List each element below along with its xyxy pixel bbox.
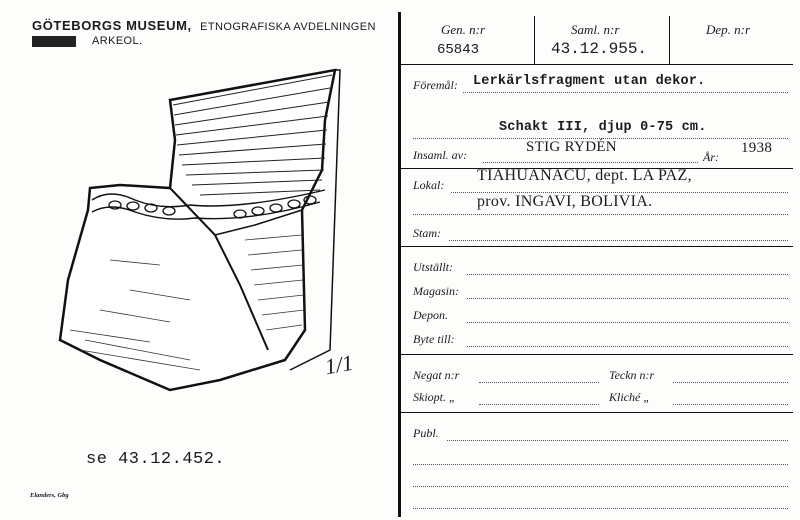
dotted-line <box>483 162 698 163</box>
catalogue-card <box>401 12 793 517</box>
stam-label: Stam: <box>413 226 441 240</box>
lokal-value: TIAHUANACU, dept. LA PAZ, <box>477 167 692 184</box>
year-label: År: <box>703 150 719 164</box>
gen-nr-label: Gen. n:r <box>441 22 486 37</box>
dotted-line <box>413 508 788 509</box>
scale-mark: 1/1 <box>322 349 355 380</box>
dep-nr-label: Dep. n:r <box>706 22 751 37</box>
dotted-line <box>467 274 788 275</box>
dotted-line <box>413 486 788 487</box>
cliche-label: Kliché „ <box>609 390 650 404</box>
pottery-sherd-drawing <box>40 60 370 420</box>
dotted-line <box>479 382 599 383</box>
grid-rule <box>401 64 793 65</box>
foremal-value: Lerkärlsfragment utan dekor. <box>473 74 706 89</box>
dotted-line <box>413 464 788 465</box>
foremal-label: Föremål: <box>413 78 458 92</box>
card-number-grid <box>401 12 793 64</box>
lokal-line2: prov. INGAVI, BOLIVIA. <box>477 193 653 210</box>
publ-label: Publ. <box>413 426 439 440</box>
cross-reference: se 43.12.452. <box>86 450 226 469</box>
section-rule <box>401 246 793 247</box>
section-rule <box>401 354 793 355</box>
museum-header <box>32 17 376 35</box>
depon-label: Depon. <box>413 308 448 322</box>
dotted-line <box>479 404 599 405</box>
byte-label: Byte till: <box>413 332 455 346</box>
dotted-line <box>447 440 788 441</box>
department-name: ETNOGRAFISKA AVDELNINGEN <box>200 21 376 33</box>
dotted-line <box>467 346 788 347</box>
dotted-line <box>673 404 788 405</box>
lokal-label: Lokal: <box>413 178 445 192</box>
saml-nr-label: Saml. n:r <box>571 22 620 37</box>
teckn-label: Teckn n:r <box>609 368 655 382</box>
gen-nr-value: 65843 <box>437 42 480 58</box>
printer-imprint: Elanders, Gbg <box>30 492 69 499</box>
struck-out-text <box>32 36 76 47</box>
magasin-label: Magasin: <box>413 284 459 298</box>
dotted-line <box>467 298 788 299</box>
header-subline <box>32 35 143 47</box>
utstallt-label: Utställt: <box>413 260 454 274</box>
negat-label: Negat n:r <box>413 368 460 382</box>
dotted-line <box>413 214 788 215</box>
year-value: 1938 <box>741 140 773 156</box>
dotted-line <box>463 92 788 93</box>
dotted-line <box>673 382 788 383</box>
insaml-label: Insaml. av: <box>413 148 467 162</box>
foremal-line2: Schakt III, djup 0-75 cm. <box>499 120 707 135</box>
museum-name: GÖTEBORGS MUSEUM, <box>32 18 192 33</box>
saml-nr-value: 43.12.955. <box>551 40 648 58</box>
section-rule <box>401 412 793 413</box>
grid-divider <box>534 16 535 64</box>
dotted-line <box>449 240 788 241</box>
skiopt-label: Skiopt. „ <box>413 390 456 404</box>
grid-divider <box>669 16 670 64</box>
collector-name: STIG RYDÉN <box>526 139 617 155</box>
subsection-name: ARKEOL. <box>92 35 143 47</box>
dotted-line <box>467 322 788 323</box>
